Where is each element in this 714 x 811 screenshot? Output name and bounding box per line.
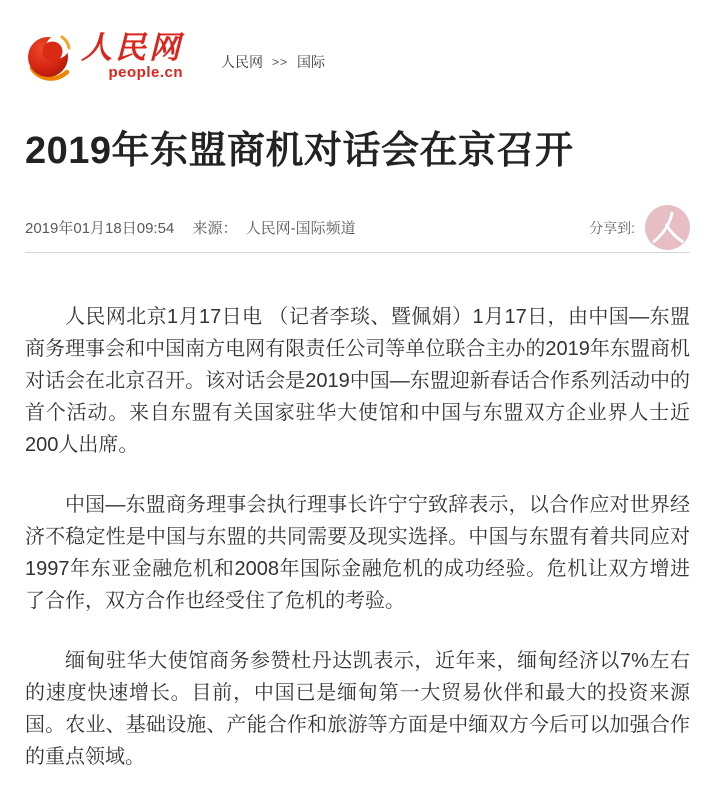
article-title: 2019年东盟商机对话会在京召开 [25, 130, 574, 172]
share-people-button[interactable] [645, 205, 690, 250]
breadcrumb-section-link[interactable]: 国际 [297, 54, 326, 70]
site-logo[interactable] [25, 30, 183, 82]
share-label: 分享到: [589, 219, 635, 236]
breadcrumb [221, 30, 325, 72]
article-meta [25, 217, 356, 238]
people-person-share-icon [645, 205, 690, 250]
article-paragraph: 缅甸驻华大使馆商务参赞杜丹达凯表示，近年来，缅甸经济以7%左右的速度快速增长。目前，中国已是缅甸第一大贸易伙伴和最大的投资来源国。农业、基础设施、产能合作和旅游等方面是中缅双方今后可以加强合作的重点领域。 [25, 649, 690, 768]
source-label: 来源： [192, 220, 238, 238]
logo-text [81, 30, 183, 80]
publish-datetime: 2019年01月18日09:54 [25, 220, 175, 238]
article-paragraph: 人民网北京1月17日电 （记者李琰、暨佩娟）1月17日，由中国—东盟商务理事会和中国南方电网有限责任公司等单位联合主办的2019年东盟商机对话会在北京召开。该对话会是2019中国—东盟迎新春话合作系列活动中的首个活动。来自东盟有关国家驻华大使馆和中国与东盟双方企业界人士近200人出席。 [25, 305, 690, 456]
article-body [25, 253, 690, 773]
logo-domain: people.cn [108, 63, 183, 81]
logo-wordmark: 人民网 [81, 30, 183, 65]
article-paragraph: 中国—东盟商务理事会执行理事长许宁宁致辞表示，以合作应对世界经济不稳定性是中国与东盟的共同需要及现实选择。中国与东盟有着共同应对1997年东亚金融危机和2008年国际金融危机的成功经验。危机让双方增进了合作，双方合作也经受住了危机的考验。 [25, 493, 690, 612]
breadcrumb-separator: >> [272, 55, 289, 69]
share-widget [589, 205, 690, 250]
people-cn-sphere-logo-icon [25, 30, 77, 82]
article-meta-row [25, 205, 690, 251]
site-header [25, 30, 690, 82]
breadcrumb-site-link[interactable]: 人民网 [221, 54, 263, 70]
source-link[interactable]: 人民网-国际频道 [245, 220, 356, 238]
